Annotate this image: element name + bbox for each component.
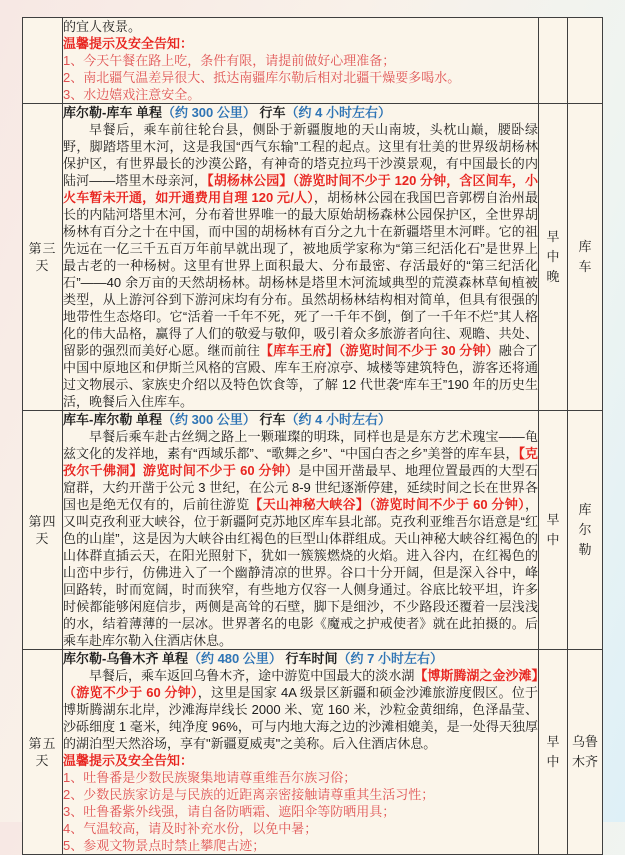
text-segment: 融合了中国中原地区和伊斯兰风格的宫殿、库车王府凉亭、城楼等建筑特色，游客还将通过文物展示、家族史介绍以及特色饮食等，了解 12 代世袭“库车王”190 年的历史生活，晚餐后入住库车。 — [63, 343, 538, 409]
text-segment: 【克孜尔千佛洞】游览时间不少于 60 分钟） — [63, 446, 538, 478]
text-segment: 行车时间 — [285, 651, 338, 666]
meal-line: 中 — [546, 754, 560, 769]
day-cell: 第四天 — [23, 411, 63, 650]
meals-cell — [539, 18, 568, 104]
paragraph — [63, 752, 538, 769]
paragraph — [63, 52, 538, 69]
lodging-cell — [568, 18, 603, 104]
text-segment: 【胡杨林公园】（游览时间不少于 120 分钟，含区间车，小火车暂未开通，如开通费用自理 120 元/人） — [63, 173, 538, 205]
meal-line: 中 — [546, 249, 560, 264]
meals-cell — [539, 104, 568, 411]
text-segment: 库尔勒-乌鲁木齐 单程 — [63, 651, 188, 666]
day-cell: 第五天 — [23, 650, 63, 855]
paragraph — [63, 803, 538, 820]
itinerary-table — [22, 17, 603, 855]
text-segment: 4、气温较高，请及时补充水份，以免中暑； — [63, 821, 318, 836]
meal-line: 晚 — [546, 269, 560, 284]
lodging-line: 乌鲁 — [571, 734, 598, 749]
text-segment: 行车 — [259, 105, 286, 120]
paragraph — [63, 667, 538, 752]
paragraph — [63, 769, 538, 786]
text-segment: 【库车王府】（游览时间不少于 30 分钟） — [260, 343, 499, 358]
lodging-line: 库 — [578, 502, 592, 517]
itinerary-row — [23, 18, 603, 104]
content-cell — [63, 411, 539, 650]
text-segment: （约 4 小时左右） — [285, 412, 391, 427]
text-segment: 是中国开凿最早、地理位置最西的大型石窟群，大约开凿于公元 3 世纪，在公元 8-9 世纪逐渐停建，延续时间之长在世界各国也是绝无仅有的，后前往游览 — [63, 463, 538, 512]
lodging-line: 尔 — [578, 522, 592, 537]
text-segment: （约 4 小时左右） — [285, 105, 391, 120]
content-cell — [63, 650, 539, 855]
text-segment: （约 7 小时左右） — [337, 651, 443, 666]
text-segment: ，这里是国家 4A 级景区新疆和硕金沙滩旅游度假区。位于博斯腾湖东北岸，沙滩海岸线长 2000 米、宽 160 米，沙粒金黄细绵，色泽晶莹、沙砾细度 1 毫米，纯净度 96%，可与内地大海之边的沙滩相媲美，是一处得天独厚的湖泊型天然浴场，享有"新疆夏威夷"之美称。后入住酒店休息。 — [63, 685, 538, 751]
text-segment: 2、少数民族家访是与民族的近距离亲密接触请尊重其生活习性； — [63, 787, 435, 802]
text-segment: 的宜人夜景。 — [63, 19, 142, 34]
meals-cell — [539, 411, 568, 650]
content-cell — [63, 18, 539, 104]
text-segment: 温馨提示及安全告知： — [63, 753, 194, 768]
paragraph — [63, 650, 538, 667]
text-segment: 3、吐鲁番紫外线强，请自备防晒霜、遮阳伞等防晒用具； — [63, 804, 396, 819]
text-segment: 5、参观文物景点时禁止攀爬古迹； — [63, 838, 266, 853]
paragraph — [63, 18, 538, 35]
text-segment: 1、吐鲁番是少数民族聚集地请尊重维吾尔族习俗； — [63, 770, 357, 785]
lodging-line: 库 — [578, 239, 592, 254]
paragraph — [63, 786, 538, 803]
text-segment: 【博斯腾湖之金沙滩】（游览不少于 60 分钟） — [63, 668, 538, 700]
text-segment: （约 480 公里） — [187, 651, 286, 666]
text-segment: 行车 — [259, 412, 286, 427]
paragraph — [63, 121, 538, 410]
text-segment: 3、水边嬉戏注意安全。 — [63, 87, 201, 102]
lodging-line: 勒 — [578, 542, 592, 557]
paragraph — [63, 35, 538, 52]
itinerary-row — [23, 104, 603, 411]
meal-line: 早 — [546, 734, 560, 749]
paragraph — [63, 428, 538, 649]
text-segment: 温馨提示及安全告知： — [63, 36, 194, 51]
text-segment: 1、今天午餐在路上吃，条件有限，请提前做好心理准备； — [63, 53, 396, 68]
lodging-cell — [568, 411, 603, 650]
paragraph — [63, 104, 538, 121]
paragraph — [63, 837, 538, 854]
text-segment: ，又叫克孜利亚大峡谷，位于新疆阿克苏地区库车县北部。克孜利亚维吾尔语意是“红色的山崖”，这是因为大峡谷由红褐色的巨型山体群组成。天山神秘大峡谷红褐色的山体群直插云天，在阳光照射下，犹如一簇簇燃烧的火焰。进入谷内，在红褐色的山峦中步行，仿佛进入了一个幽静清凉的世界。谷口十分开阔，但是深入谷中，峰回路转，时而宽阔，时而狭窄，有些地方仅容一人侧身通过。谷底比较平坦，许多时候都能够闲庭信步，两侧是高耸的石壁，脚下是细沙，不少路段还覆着一层浅浅的水，结着薄薄的一层冰。世界著名的电影《魔戒之护戒使者》就在此拍摄的。后乘车赴库尔勒入住酒店休息。 — [63, 497, 538, 648]
paragraph — [63, 411, 538, 428]
itinerary-row — [23, 650, 603, 855]
text-segment: 【天山神秘大峡谷】（游览时间不少于 60 分钟） — [249, 497, 525, 512]
lodging-line: 木齐 — [571, 754, 598, 769]
day-cell — [23, 18, 63, 104]
lodging-line: 车 — [578, 259, 592, 274]
itinerary-table-body — [23, 18, 603, 855]
meal-line: 中 — [546, 532, 560, 547]
lodging-cell — [568, 650, 603, 855]
text-segment: ，胡杨林公园在我国巴音郭楞自治州最长的内陆河塔里木河，分布着世界唯一的最大原始胡杨森林公园保护区，全世界胡杨林有百分之十在中国，而中国的胡杨林有百分之九十在新疆塔里木河畔。它的祖先远在一亿三千五百万年前早就出现了，被地质学家称为“第三纪活化石”是世界上最古老的一种杨树。这里有世界上面积最大、分布最密、存活最好的“第三纪活化石”——40 余万亩的天然胡杨林。胡杨林是塔里木河流域典型的荒漠森林草甸植被类型，从上游河谷到下游河床均有分布。虽然胡杨林结构相对简单，但具有很强的地带性生态烙印。它“活着一千年不死，死了一千年不倒，倒了一千年不烂”其人格化的伟大品格，赢得了人们的敬爱与敬仰，吸引着众多旅游者向往、观瞻、共处、留影的强烈而美好心愿。继而前往 — [63, 190, 538, 358]
text-segment: 早餐后，乘车前往轮台县，侧卧于新疆腹地的天山南坡，头枕山巅，腰卧绿野，脚踏塔里木河，这是我国“西气东输”工程的起点。这里有壮美的世界级胡杨林保护区，有世界最长的沙漠公路，有神奇的塔克拉玛干沙漠景观，有中国最长的内陆河——塔里木母亲河， — [63, 122, 538, 188]
text-segment: 2、南北疆气温差异很大、抵达南疆库尔勒后相对北疆干燥要多喝水。 — [63, 70, 461, 85]
day-cell: 第三天 — [23, 104, 63, 411]
meal-line: 早 — [546, 229, 560, 244]
content-cell — [63, 104, 539, 411]
text-segment: 库尔勒-库车 单程 — [63, 105, 162, 120]
text-segment: 早餐后，乘车返回乌鲁木齐，途中游览中国最大的淡水湖 — [89, 668, 415, 683]
text-segment: （约 300 公里） — [161, 105, 260, 120]
paragraph — [63, 820, 538, 837]
lodging-cell — [568, 104, 603, 411]
text-segment: 早餐后乘车赴古丝绸之路上一颗璀璨的明珠，同样也是是东方艺术瑰宝——龟兹文化的发祥地，素有“西域乐都”、“歌舞之乡”、“中国白杏之乡”美誉的库车县， — [63, 429, 538, 461]
itinerary-row — [23, 411, 603, 650]
meal-line: 早 — [546, 512, 560, 527]
text-segment: （约 300 公里） — [161, 412, 260, 427]
meals-cell — [539, 650, 568, 855]
text-segment: 库车-库尔勒 单程 — [63, 412, 162, 427]
paragraph — [63, 86, 538, 103]
paragraph — [63, 69, 538, 86]
